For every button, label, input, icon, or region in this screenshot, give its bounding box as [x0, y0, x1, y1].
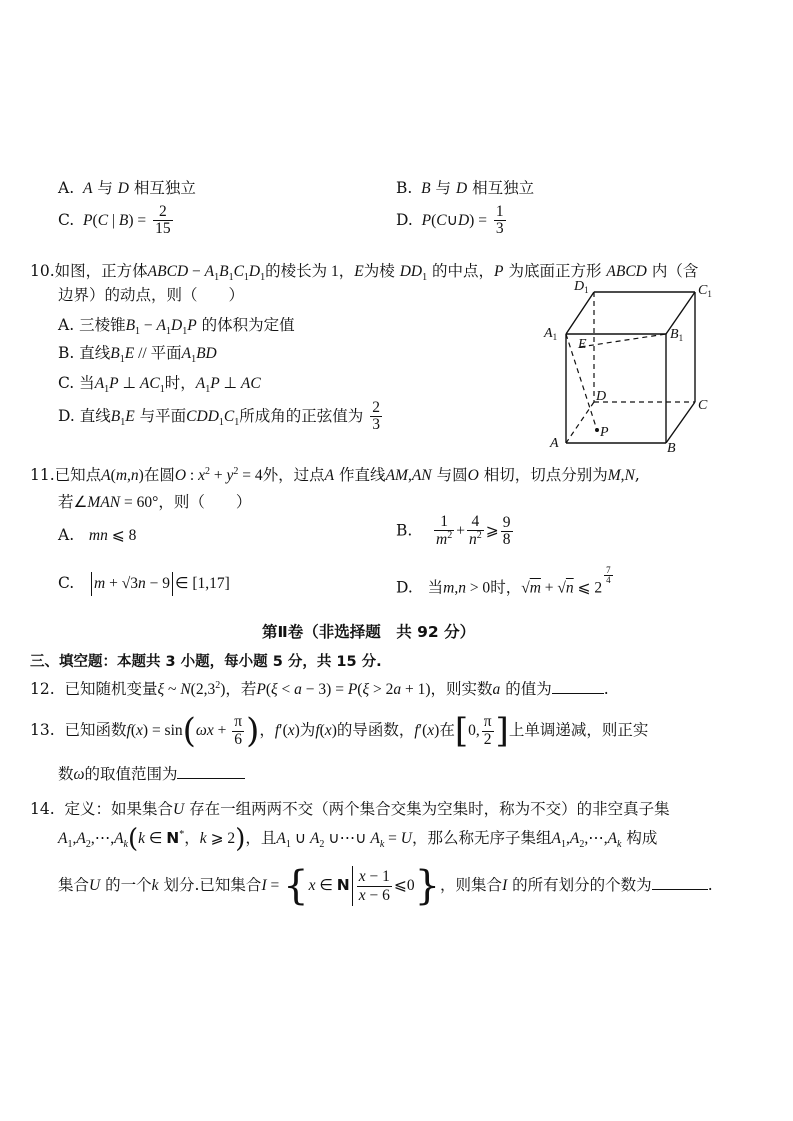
question-number: 14.: [30, 800, 55, 818]
section-title: 第Ⅱ卷（非选择题 共 92 分）: [262, 623, 476, 641]
q9-option-b: B. B 与 D 相互独立: [396, 179, 535, 197]
label-c1: $C_1$: [698, 283, 712, 299]
label-p: P: [600, 425, 609, 440]
q14-line2: $A_1,A_2,\cdots,A_k(k$ ∈ N*，k ⩾ 2)，且$A_1$ ∪ $A_2$ ∪⋯∪ $A_k = U$，那么称无序子集组$A_1,A_2,\cdots,A_k$ 构成: [58, 824, 658, 854]
q13-line1: 13. 已知函数f(x) = sin(ωx + $\frac{\pi}{6}$ )，f′(x)为f(x)的导函数，f′(x)在[0, $\frac{\pi}{2}$ ]上单调递减，则正实: [30, 711, 649, 751]
fraction: $\frac{2}{3}$: [372, 399, 380, 434]
fraction: $\frac{1}{3}$: [495, 203, 504, 238]
option-label: D.: [396, 210, 413, 229]
label-a: A: [550, 436, 559, 451]
q11-stem: 11.已知点A(m,n)在圆O : $x^2 + y^2 = 4$外，过点A 作直线AM,AN 与圆O 相切，切点分别为M,N,: [30, 465, 640, 484]
answer-blank[interactable]: [177, 778, 245, 779]
question-number: 10.: [30, 262, 55, 280]
q11-option-d: D. 当m,n > 0时，√m + √n ⩽ 2 $^{\frac{7}{4}}$: [396, 565, 611, 597]
label-b: B: [667, 441, 676, 456]
option-label: B.: [58, 344, 75, 362]
q10-stem: 10.如图，正方体ABCD − $A_1B_1C_1D_1$的棱长为 1，E为棱 $DD_1$ 的中点，P 为底面正方形 ABCD 内（含: [30, 262, 699, 284]
q13-line2: 数ω的取值范围为: [58, 762, 245, 784]
option-label: C.: [58, 574, 75, 592]
option-label: C.: [58, 210, 75, 229]
edge-a1-d1: [566, 292, 594, 334]
part3-heading: 三、填空题：本题共 3 小题，每小题 5 分，共 15 分.: [30, 654, 382, 670]
q10-stem-line2: 边界）的动点，则（ ）: [58, 286, 245, 304]
q11-option-b: B. $\frac{1}{m^2}$ + $\frac{4}{n^2}$ ⩾ $\frac{9}{8}$: [396, 513, 511, 549]
question-number: 12.: [30, 680, 55, 698]
q14-line3: 集合U 的一个k 划分.已知集合I = {x ∈ N $\frac{x - 1}{x - 6}$ ⩽0}，则集合I 的所有划分的个数为 .: [58, 863, 713, 909]
option-text: 相互独立: [133, 179, 196, 197]
q11-option-c: C. m + √3n − 9 ∈ [1,17]: [58, 572, 230, 596]
label-d: D: [596, 389, 607, 404]
option-label: B.: [396, 179, 413, 197]
q10-option-a: A. 三棱锥$B_1 - A_1D_1P$ 的体积为定值: [58, 316, 295, 338]
q11-option-a: A. mn ⩽ 8: [58, 526, 137, 544]
label-b1: $B_1$: [670, 327, 684, 343]
option-label: D.: [58, 406, 75, 425]
q10-option-c: C. 当$A_1P$ ⊥ $AC_1$时，$A_1P$ ⊥ AC: [58, 374, 261, 396]
q12-text: 12. 已知随机变量ξ ~ $N(2,3^2)$，若P(ξ < a − 3) = P(ξ > 2a + 1)，则实数a 的值为 .: [30, 679, 609, 698]
label-e: E: [578, 337, 587, 352]
option-label: C.: [58, 374, 75, 392]
segment-e-b1: [580, 334, 666, 347]
fraction: $\frac{2}{15}$: [155, 203, 171, 238]
option-label: A.: [58, 316, 75, 334]
point-p: [595, 428, 599, 432]
answer-blank[interactable]: [552, 693, 604, 694]
option-label: D.: [396, 578, 413, 597]
question-number: 13.: [30, 721, 55, 739]
question-number: 11.: [30, 466, 55, 484]
q9-option-c: C. P(C | B) = $\frac{2}{15}$: [58, 203, 171, 238]
answer-blank[interactable]: [652, 889, 708, 890]
label-a1: $A_1$: [544, 326, 558, 342]
q10-option-b: B. 直线$B_1E$ // 平面$A_1BD$: [58, 344, 217, 366]
option-label: A.: [58, 179, 75, 197]
edge-c-b: [666, 402, 695, 443]
option-label: B.: [396, 521, 413, 540]
q10-option-d: D. 直线$B_1E$ 与平面$CDD_1C_1$所成角的正弦值为 $\frac{2}{3}$: [58, 399, 380, 434]
option-text: 相互独立: [472, 179, 535, 197]
q14-line1: 14. 定义：如果集合U 存在一组两两不交（两个集合交集为空集时，称为不交）的非空真子集: [30, 800, 670, 818]
label-c: C: [698, 398, 708, 413]
q9-option-d: D. P(C∪D) = $\frac{1}{3}$: [396, 203, 504, 238]
q9-option-a: A. A 与 D 相互独立: [58, 179, 196, 197]
label-d1: $D_1$: [574, 279, 589, 295]
edge-d-a: [566, 402, 594, 443]
q11-stem-line2: 若∠MAN = 60°，则（ ）: [58, 493, 252, 511]
cube-figure: [540, 276, 740, 458]
option-label: A.: [58, 526, 75, 544]
